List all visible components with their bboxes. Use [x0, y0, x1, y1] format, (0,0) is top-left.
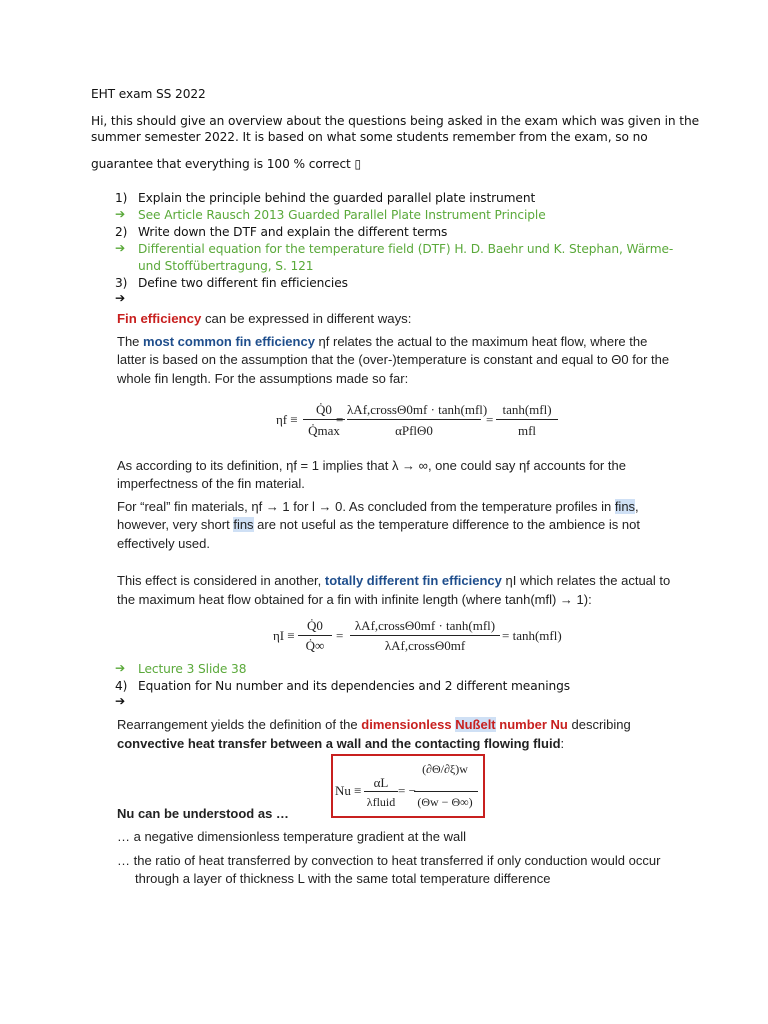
fin-paragraph-3-line-1	[117, 499, 639, 514]
eq1-fraction-2-numerator: λAf,crossΘ0mf · tanh(mfl)	[347, 402, 488, 417]
question-2-reference-line-2: und Stoffübertragung, S. 121	[138, 259, 314, 273]
intro-line-2: summer semester 2022. It is based on what some students remember from the exam, so no	[91, 130, 648, 144]
fin-paragraph-4-line-2: the maximum heat flow obtained for a fin with infinite length (where tanh(mfl) → 1):	[117, 592, 592, 607]
fin-efficiency-term: Fin efficiency	[117, 311, 202, 326]
arrow-icon: ➔	[115, 694, 126, 708]
highlighted-word: fins	[614, 499, 636, 514]
fraction-bar	[414, 791, 478, 792]
fin-paragraph-1-line-3: whole fin length. For the assumptions made so far:	[117, 371, 409, 386]
nu-eq-middle: = −	[398, 783, 416, 798]
question-4-number: 4)	[115, 679, 128, 693]
fin-paragraph-1-line-2: latter is based on the assumption that the (over-)temperature is constant and equal to Θ0 for the	[117, 352, 670, 367]
fin-paragraph-1-line-1	[117, 334, 647, 349]
eq2-lhs: ηI ≡	[273, 628, 295, 643]
arrow-icon: ➔	[115, 291, 126, 305]
fin-paragraph-3-line-2	[117, 517, 640, 532]
eq2-fraction-1-numerator: Q̇0	[307, 618, 323, 633]
eq1-lhs: ηf ≡	[276, 412, 298, 427]
fraction-bar	[347, 419, 481, 420]
nusselt-number-term: number Nu	[495, 717, 568, 732]
question-2-number: 2)	[115, 225, 128, 239]
text-span: For “real” fin materials, ηf → 1 for l → 0. As concluded from the temperature profiles in	[117, 499, 615, 514]
nu-paragraph-line-2	[117, 736, 564, 751]
eq2-rhs: = tanh(mfl)	[502, 628, 562, 643]
text-span: ηf relates the actual to the maximum heat flow, where the	[314, 334, 648, 349]
nu-understood-heading: Nu can be understood as …	[117, 806, 289, 821]
text-span: The	[117, 334, 144, 349]
dimensionless-term: dimensionless	[361, 717, 456, 732]
fin-efficiency-heading	[117, 311, 411, 326]
nu-eq-fraction-1-numerator: αL	[373, 775, 389, 790]
fin-paragraph-2-line-2: imperfectness of the fin material.	[117, 476, 305, 491]
highlighted-word: Nußelt	[455, 717, 496, 732]
eq1-fraction-3-numerator: tanh(mfl)	[502, 402, 552, 417]
convective-heat-transfer-phrase: convective heat transfer between a wall and the contacting flowing fluid	[117, 736, 561, 751]
highlighted-word: fins	[233, 517, 254, 532]
intro-line-3: guarantee that everything is 100 % correct ▯	[91, 157, 362, 171]
text-span: Rearrangement yields the definition of the	[117, 717, 362, 732]
nu-meaning-2-line-1: … the ratio of heat transferred by convection to heat transferred if only conduction would occur	[117, 853, 661, 868]
nu-eq-fraction-2-numerator: (∂Θ/∂ξ)w	[422, 762, 468, 776]
arrow-icon: ➔	[115, 661, 126, 675]
fin-paragraph-3-line-3: effectively used.	[117, 536, 210, 551]
eq2-fraction-2-denominator: λAf,crossΘ0mf	[384, 638, 466, 653]
fraction-bar	[364, 791, 398, 792]
document-title: EHT exam SS 2022	[91, 87, 206, 101]
question-3-reference: Lecture 3 Slide 38	[138, 662, 247, 676]
question-3-text: Define two different fin efficiencies	[138, 276, 348, 290]
eq2-fraction-2-numerator: λAf,crossΘ0mf · tanh(mfl)	[354, 618, 496, 633]
fraction-bar	[496, 419, 558, 420]
question-1-text: Explain the principle behind the guarded parallel plate instrument	[138, 191, 536, 205]
eq1-fraction-1-numerator: Q̇0	[316, 402, 332, 417]
question-3-number: 3)	[115, 276, 128, 290]
equals-sign: =	[336, 412, 344, 427]
equals-sign: =	[486, 412, 494, 427]
fin-paragraph-2-line-1: As according to its definition, ηf = 1 implies that λ → ∞, one could say ηf accounts for the	[117, 458, 626, 473]
fraction-bar	[350, 635, 500, 636]
text-span: This effect is considered in another,	[117, 573, 325, 588]
text-span: are not useful as the temperature difference to the ambience is not	[253, 517, 640, 532]
nu-eq-fraction-2-denominator: (Θw − Θ∞)	[417, 795, 473, 809]
nu-eq-lhs: Nu ≡	[335, 783, 362, 798]
nu-paragraph-line-1	[117, 717, 631, 732]
text-span: ηI which relates the actual to	[501, 573, 671, 588]
nu-eq-fraction-1-denominator: λfluid	[366, 795, 396, 809]
nu-meaning-1: … a negative dimensionless temperature gradient at the wall	[117, 829, 467, 844]
question-2-text: Write down the DTF and explain the different terms	[138, 225, 448, 239]
fin-paragraph-4-line-1	[117, 573, 670, 588]
nu-meaning-2-line-2: through a layer of thickness L with the same total temperature difference	[135, 871, 551, 886]
fin-efficiency-heading-rest: can be expressed in different ways:	[201, 311, 412, 326]
equals-sign: =	[336, 628, 344, 643]
totally-different-fin-efficiency-term: totally different fin efficiency	[324, 573, 502, 588]
question-4-text: Equation for Nu number and its dependencies and 2 different meanings	[138, 679, 570, 693]
text-span: ,	[635, 499, 639, 514]
arrow-icon: ➔	[115, 207, 126, 221]
question-2-reference-line-1: Differential equation for the temperature field (DTF) H. D. Baehr und K. Stephan, Wärme-	[138, 242, 674, 256]
question-1-reference: See Article Rausch 2013 Guarded Parallel Plate Instrument Principle	[138, 208, 546, 222]
eq1-fraction-1-denominator: Q̇max	[308, 423, 340, 438]
arrow-icon: ➔	[115, 241, 126, 255]
question-1-number: 1)	[115, 191, 128, 205]
most-common-fin-efficiency-term: most common fin efficiency	[143, 334, 315, 349]
eq1-fraction-3-denominator: mfl	[517, 423, 537, 438]
eq2-fraction-1-denominator: Q̇∞	[305, 638, 325, 653]
text-span: :	[560, 736, 565, 751]
eq1-fraction-2-denominator: αPflΘ0	[395, 423, 433, 438]
intro-line-1: Hi, this should give an overview about the questions being asked in the exam which was given in the	[91, 114, 699, 128]
fraction-bar	[298, 635, 332, 636]
text-span: however, very short	[117, 517, 234, 532]
text-span: describing	[567, 717, 631, 732]
